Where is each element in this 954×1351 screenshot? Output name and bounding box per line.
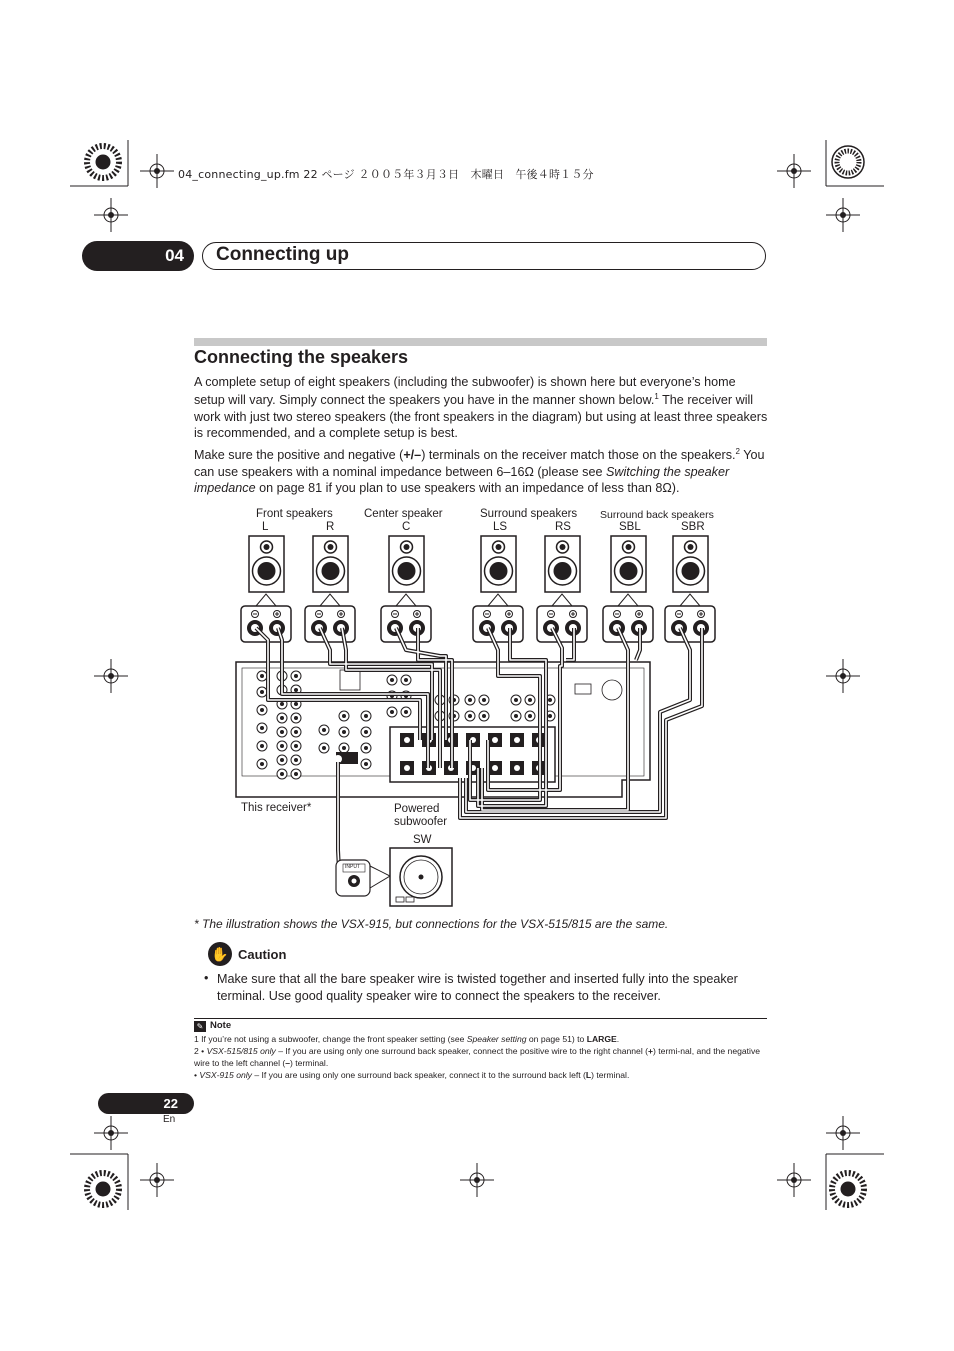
sub-input-label: INPUT (345, 864, 360, 870)
note-1-text-b: on page 51) to (526, 1034, 587, 1044)
note-1-text-a: 1 If you’re not using a subwoofer, change the front speaker setting (see (194, 1034, 467, 1044)
file-header: 04_connecting_up.fm 22 ページ ２００５年３月３日 木曜日 午後４時１５分 (178, 168, 594, 181)
caution-title: Caution (238, 947, 287, 962)
receiver-back-panel-icon (236, 662, 650, 797)
note-pencil-icon: ✎ (194, 1021, 206, 1032)
intro-p2-c: You can use speakers with a nominal impedance between 6–16Ω (please see (194, 448, 765, 479)
note-2-model: VSX-515/815 only (206, 1046, 276, 1056)
channel-ls-label: LS (493, 521, 508, 533)
note-2-minus: – (285, 1058, 291, 1068)
surround-back-speakers-label: Surround back speakers (600, 509, 714, 521)
note-3-text-c: ) terminal. (591, 1070, 630, 1080)
note-title: Note (210, 1020, 232, 1031)
subwoofer-label-line2: subwoofer (394, 816, 448, 828)
channel-sbl-label: SBL (619, 521, 641, 533)
note-2-text-a: 2 • (194, 1046, 207, 1056)
note-2-text-c: ) termi-nal, and the negative wire to the left channel ( (194, 1046, 761, 1068)
footnote-ref-2: 2 (735, 446, 740, 456)
front-speakers-label: Front speakers (256, 508, 333, 520)
page-number: 22 (98, 1093, 194, 1114)
note-2 (194, 1045, 768, 1069)
section-title: Connecting the speakers (194, 347, 409, 367)
channel-c-label: C (402, 521, 411, 533)
center-speaker-label: Center speaker (364, 508, 443, 520)
speaker-surround-back-right-icon (673, 536, 708, 592)
chapter-number-badge: 04 (82, 241, 194, 271)
note-1 (194, 1033, 768, 1045)
impedance-link[interactable]: Switching the speaker impedance (194, 464, 730, 495)
intro-p2-d: on page 81 if you plan to use speakers with an impedance of less than 8Ω). (255, 481, 680, 495)
subwoofer-label-line1: Powered (394, 803, 440, 815)
caution-hand-icon: ✋ (208, 942, 232, 966)
note-2-text-d: ) terminal. (290, 1058, 329, 1068)
intro-p1-b: The receiver will work with just two stereo speakers (the front speakers in the diagram) but using at least three speakers is recommended, and a complete setup is best. (194, 393, 768, 440)
terminal-center-icon (381, 606, 431, 642)
page-language: En (163, 1114, 176, 1125)
plus-minus-text: +/– (403, 448, 422, 462)
speaker-front-right-icon (313, 536, 348, 592)
channel-l-label: L (262, 521, 269, 533)
sw-label: SW (413, 834, 432, 846)
footnote-ref-1: 1 (654, 391, 659, 401)
note-3-text-a: • (194, 1070, 200, 1080)
intro-p2-b: ) terminals on the receiver match those on the speakers. (421, 448, 736, 462)
channel-rs-label: RS (555, 521, 571, 533)
note-3 (194, 1069, 768, 1081)
terminal-surround-back-right-icon (665, 606, 715, 642)
speaker-surround-back-left-icon (611, 536, 646, 592)
terminal-front-right-icon (305, 606, 355, 642)
intro-p1-a: setup will vary. Simply connect the speakers you have in the manner shown below. (194, 393, 655, 407)
note-2-plus: + (648, 1046, 654, 1056)
speaker-front-left-icon (249, 536, 284, 592)
receiver-label: This receiver* (241, 802, 312, 814)
terminal-surround-left-icon (473, 606, 523, 642)
speaker-setting-link[interactable]: Speaker setting (466, 1034, 527, 1044)
note-2-text-b: – If you are using only one surround back speaker, connect the positive wire to the right channel ( (275, 1046, 648, 1056)
channel-r-label: R (326, 521, 335, 533)
intro-p1-line1: A complete setup of eight speakers (including the subwoofer) is shown here but everyone’s home (194, 375, 736, 389)
caution-bullet: • (204, 971, 209, 985)
note-3-l: L (585, 1070, 592, 1080)
terminal-surround-right-icon (537, 606, 587, 642)
caution-text: Make sure that all the bare speaker wire is twisted together and inserted fully into the speaker terminal. Use good quality speaker wire to connect the speakers to the receiver. (217, 972, 738, 1003)
channel-sbr-label: SBR (681, 521, 705, 533)
speaker-surround-left-icon (481, 536, 516, 592)
note-3-text-b: – If you are using only one surround back speaker, connect it to the surround back left ( (251, 1070, 586, 1080)
chapter-title: Connecting up (216, 244, 349, 265)
note-rule (194, 1018, 767, 1019)
note-1-large: LARGE (586, 1034, 617, 1044)
surround-speakers-label: Surround speakers (480, 508, 578, 520)
illustration-note: * The illustration shows the VSX-915, but connections for the VSX-515/815 are the same. (194, 917, 669, 931)
speaker-center-icon (389, 536, 424, 592)
note-1-text-c: . (616, 1034, 620, 1044)
speaker-surround-right-icon (545, 536, 580, 592)
intro-p2-a: Make sure the positive and negative ( (194, 448, 404, 462)
terminal-surround-back-left-icon (603, 606, 653, 642)
note-3-model: VSX-915 only (199, 1070, 252, 1080)
powered-subwoofer-icon (336, 848, 452, 906)
